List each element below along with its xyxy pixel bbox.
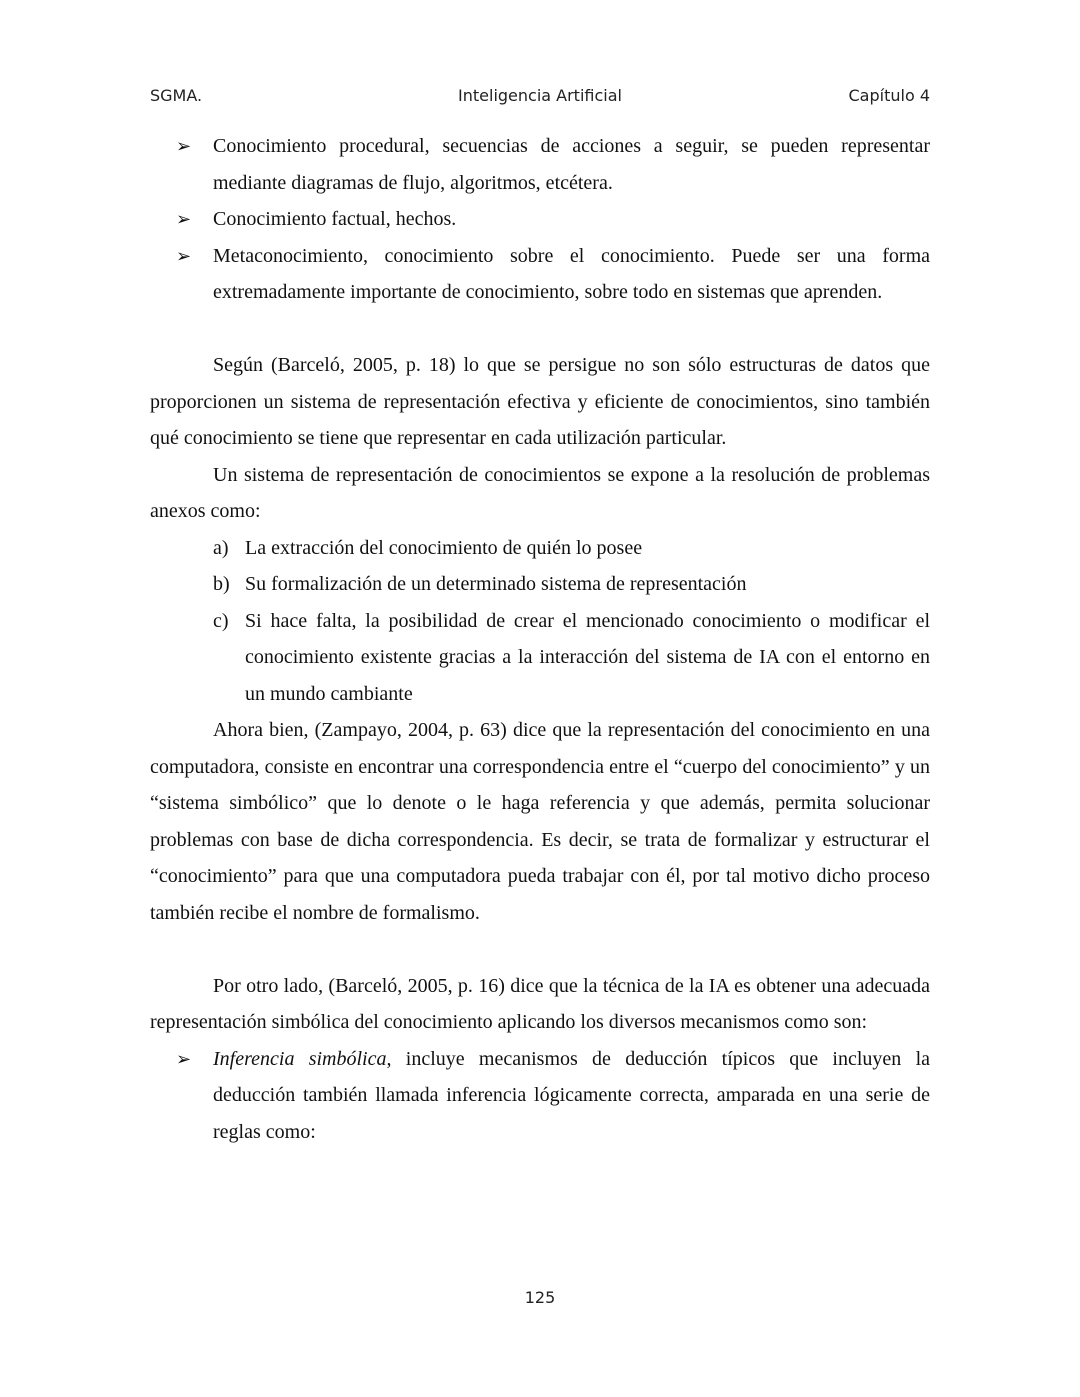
bullet-text: Conocimiento procedural, secuencias de acciones a seguir, se pueden representar mediante diagramas de flujo, algoritmos, etcétera. [213, 135, 930, 194]
paragraph-barcelo-16: Por otro lado, (Barceló, 2005, p. 16) dice que la técnica de la IA es obtener una adecuada representación simbólica del conocimiento aplicando los diversos mecanismos como son: [150, 974, 930, 1033]
lettered-text: La extracción del conocimiento de quién lo posee [245, 536, 643, 559]
paragraph-sistema-representacion: Un sistema de representación de conocimientos se expone a la resolución de problemas anexos como: [150, 463, 930, 522]
bullet-item [150, 238, 930, 311]
lettered-item [150, 530, 930, 567]
bullet-italic-term: Inferencia simbólica [213, 1047, 387, 1070]
bullet-item [150, 128, 930, 201]
arrow-bullet-icon: ➢ [176, 245, 192, 266]
bullet-text: Conocimiento factual, hechos. [213, 208, 457, 230]
bullet-item [150, 201, 930, 238]
paragraph-barcelo-18: Según (Barceló, 2005, p. 18) lo que se persigue no son sólo estructuras de datos que proporcionen un sistema de representación efectiva y eficiente de conocimientos, sino también qué conocimiento se tiene que representar en cada utilización particular. [150, 354, 930, 449]
list-marker: c) [213, 609, 229, 632]
lettered-text: Si hace falta, la posibilidad de crear el mencionado conocimiento o modificar el conocimiento existente gracias a la interacción del sistema de IA con el entorno en un mundo cambiante [245, 609, 930, 705]
lettered-text: Su formalización de un determinado sistema de representación [245, 573, 747, 595]
paragraph-zampayo: Ahora bien, (Zampayo, 2004, p. 63) dice que la representación del conocimiento en una computadora, consiste en encontrar una correspondencia entre el “cuerpo del conocimiento” y un “sistema simbólico” que lo denote o le haga referencia y que además, permita solucionar problemas con base de dicha correspondencia. Es decir, se trata de formalizar y estructurar el “conocimiento” para que una computadora pueda trabajar con él, por tal motivo dicho proceso también recibe el nombre de formalismo. [150, 719, 930, 924]
bullet-item [150, 1041, 930, 1151]
lettered-item [150, 566, 930, 603]
spacer [150, 931, 930, 968]
bullet-text: , incluye mecanismos de deducción típicos que incluyen la deducción también llamada inferencia lógicamente correcta, amparada en una serie de reglas como: [213, 1047, 931, 1143]
page-body [150, 128, 930, 1150]
page-header [150, 86, 930, 112]
header-chapter: Capítulo 4 [848, 86, 930, 105]
lettered-item [150, 603, 930, 713]
arrow-bullet-icon: ➢ [176, 209, 192, 229]
header-author: SGMA. [150, 86, 203, 105]
page-number: 125 [524, 1288, 556, 1307]
arrow-bullet-icon: ➢ [176, 136, 192, 156]
arrow-bullet-icon: ➢ [176, 1048, 192, 1069]
spacer [150, 311, 930, 348]
list-marker: a) [213, 536, 229, 559]
header-title: Inteligencia Artificial [458, 86, 622, 105]
bullet-text: Metaconocimiento, conocimiento sobre el conocimiento. Puede ser una forma extremadamente importante de conocimiento, sobre todo en sistemas que aprenden. [213, 244, 930, 303]
list-marker: b) [213, 573, 230, 595]
